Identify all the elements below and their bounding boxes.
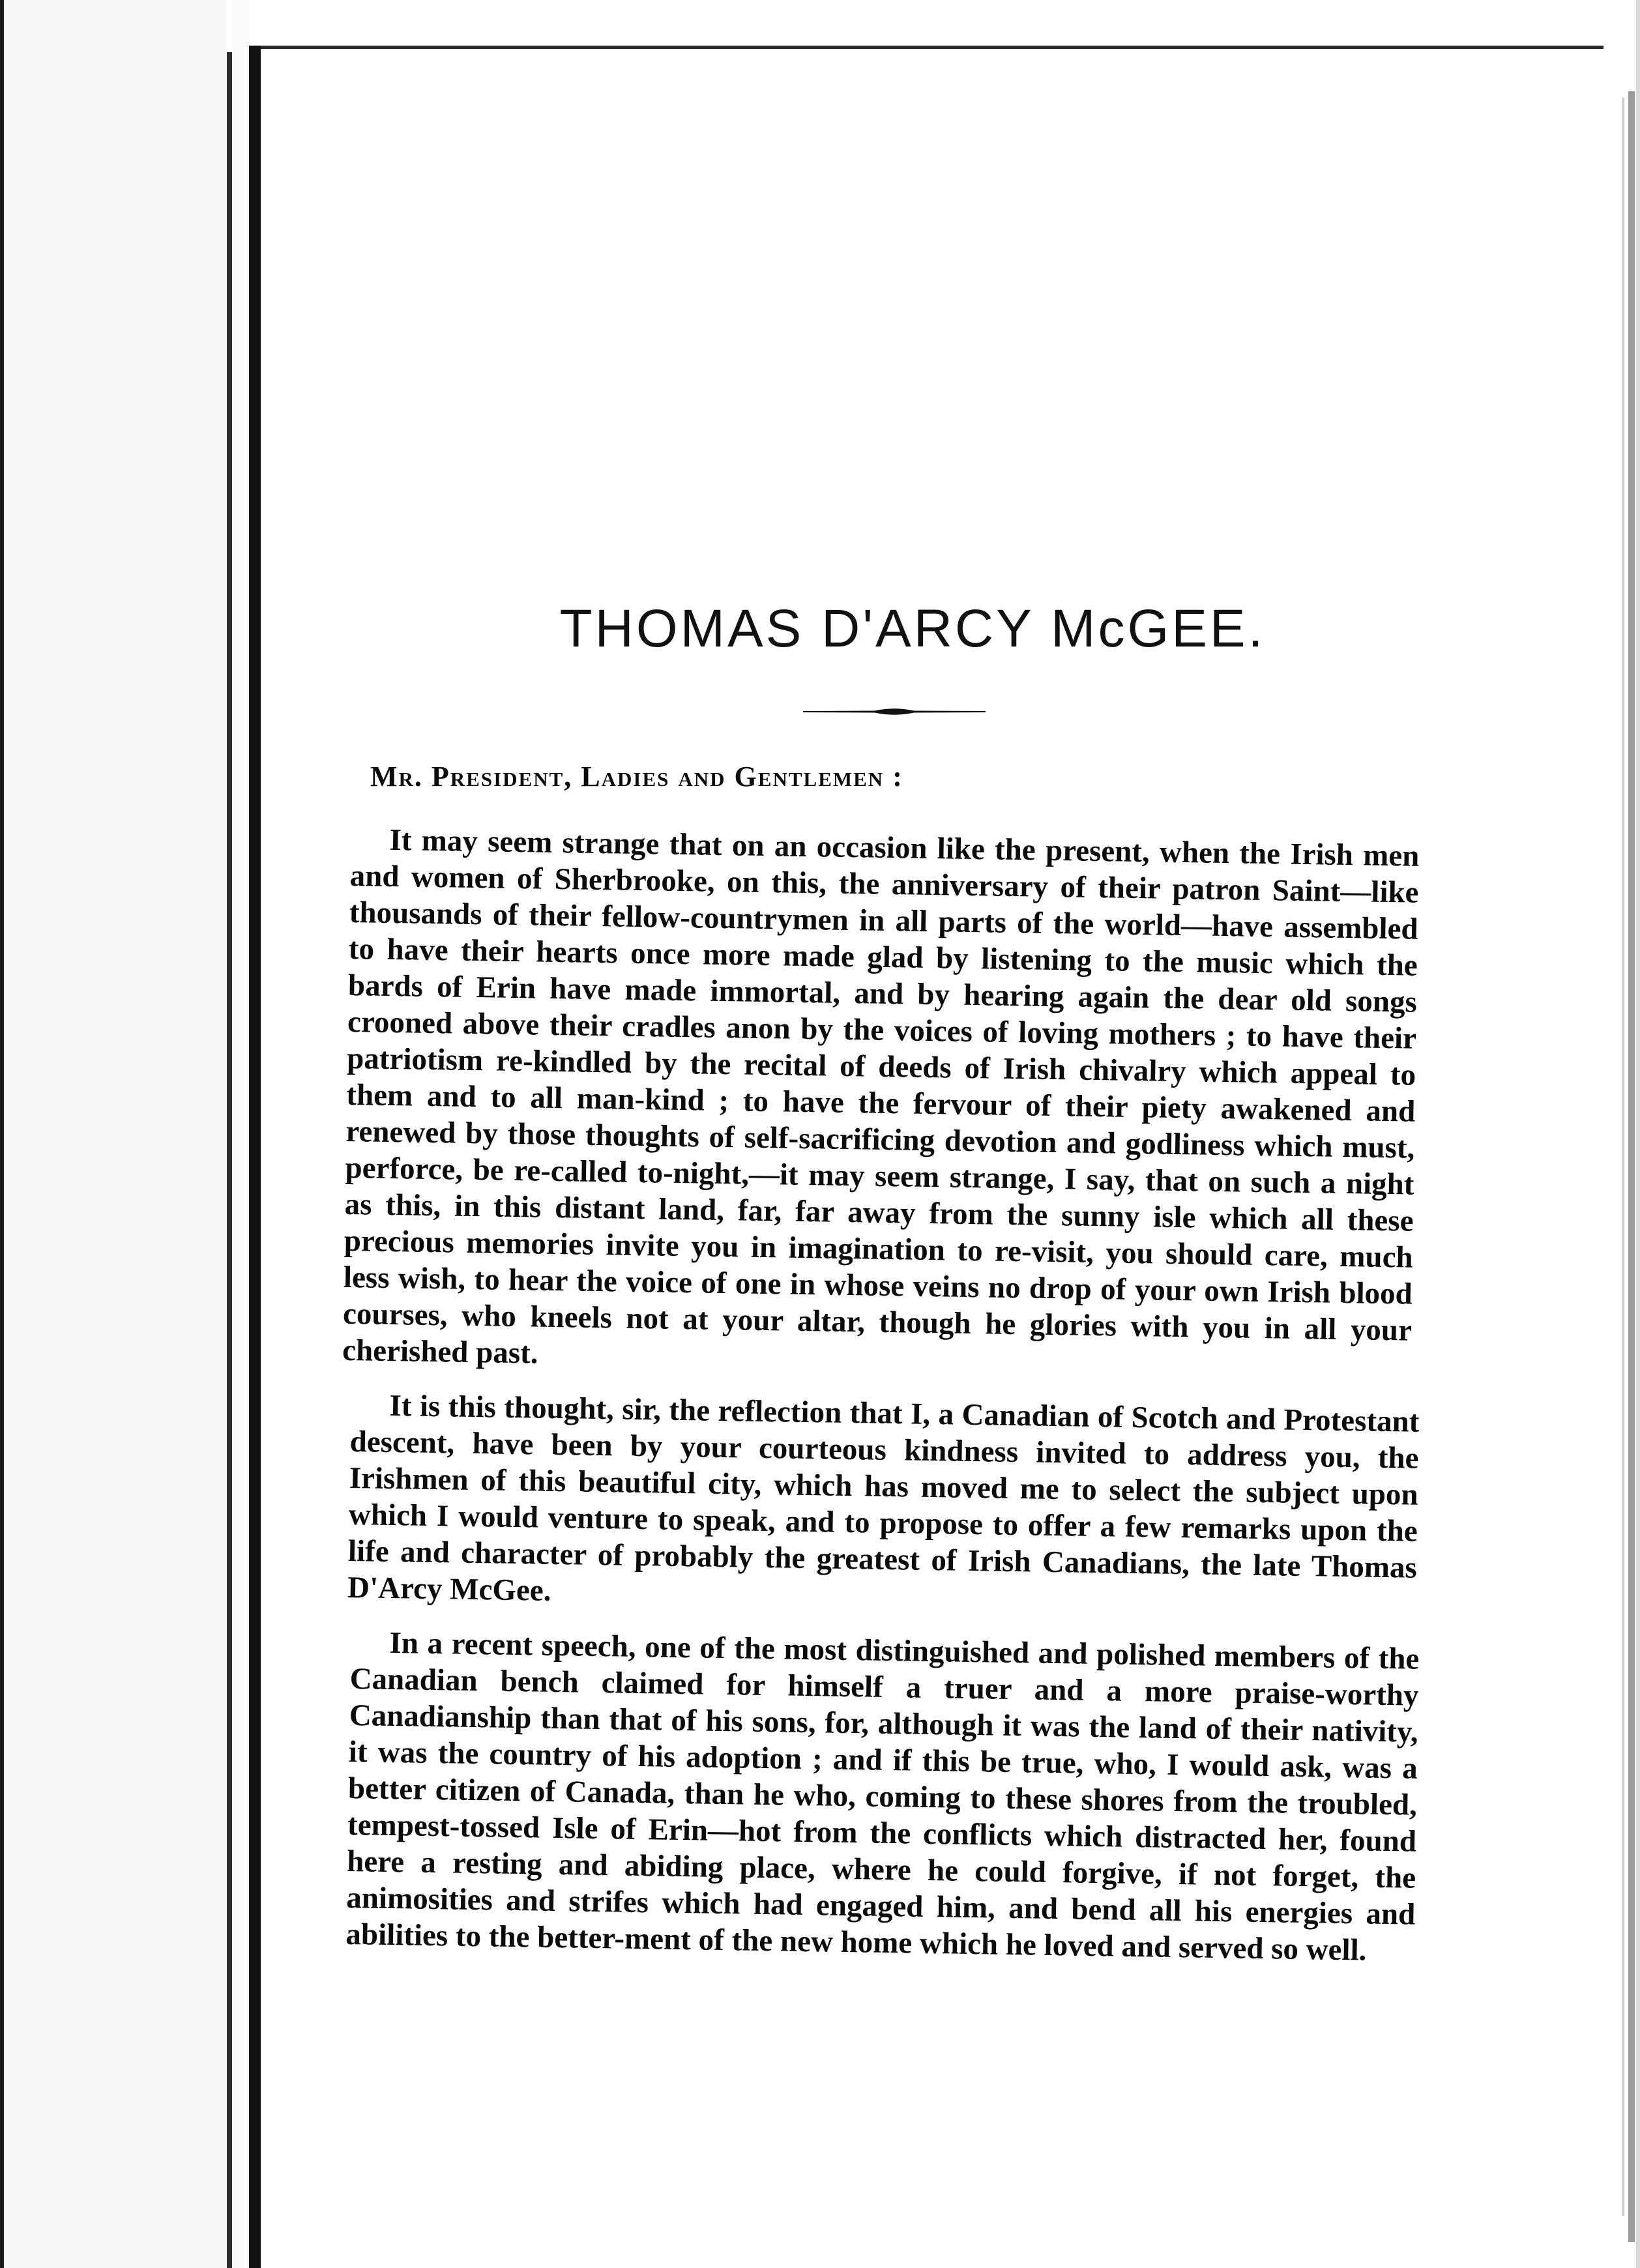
salutation: Mr. President, Ladies and Gentlemen : [370,761,903,792]
body-text [342,821,1420,1971]
gutter-gap [232,0,249,2268]
page-stack-edge [1628,91,1635,2242]
page-top-edge [261,46,1603,49]
gutter-shadow-thin [227,52,232,2268]
paragraph: In a recent speech, one of the most distinguished and polished members of the Canadian bench claimed for himself a truer and a more praise-worthy Canadianship than that of his sons, for, although it was the land of their nativity, it was the country of his adoption ; and if this be true, who, I would ask, was a better citizen of Canada, than he who, coming to these shores from the troubled, tempest-tossed Isle of Erin—hot from the conflicts which distracted her, found here a resting and abiding place, where he could forgive, if not forget, the animosities and strifes which had engaged him, and bend all his energies and abilities to the better-ment of the new home which he loved and served so well. [345,1625,1420,1968]
page-stack-edge-inner [1622,98,1624,2216]
scan-left-border [0,0,4,2268]
page-title: THOMAS D'ARCY McGEE. [559,599,1266,658]
title-ornament-rule [803,705,986,718]
facing-page-edge [0,0,227,2268]
gutter-shadow-thick [249,46,261,2268]
scan-right-border [1636,0,1640,2268]
paragraph: It may seem strange that on an occasion like the present, when the Irish men and women of Sherbrooke, on this, the anniversary of their patron Saint—like thousands of their fellow-countrymen in all parts of the world—have assembled to have their hearts once more made glad by listening to the music which the bards of Erin have made immortal, and by hearing again the dear old songs crooned above their cradles anon by the voices of loving mothers ; to have their patriotism re-kindled by the recital of deeds of Irish chivalry which appeal to them and to all man-kind ; to have the fervour of their piety awakened and renewed by those thoughts of self-sacrificing devotion and godliness which must, perforce, be re-called to-night,—it may seem strange, I say, that on such a night as this, in this distant land, far, far away from the sunny isle which all these precious memories invite you in imagination to re-visit, you should care, much less wish, to hear the voice of one in whose veins no drop of your own Irish blood courses, who kneels not at your altar, though he glories with you in all your cherished past. [342,822,1420,1371]
paragraph: It is this thought, sir, the reflection that I, a Canadian of Scotch and Protestant descent, have been by your courteous kindness invited to address you, the Irishmen of this beautiful city, which has moved me to select the subject upon which I would venture to speak, and to propose to offer a few remarks upon the life and character of probably the greatest of Irish Canadians, the late Thomas D'Arcy McGee. [347,1388,1420,1608]
